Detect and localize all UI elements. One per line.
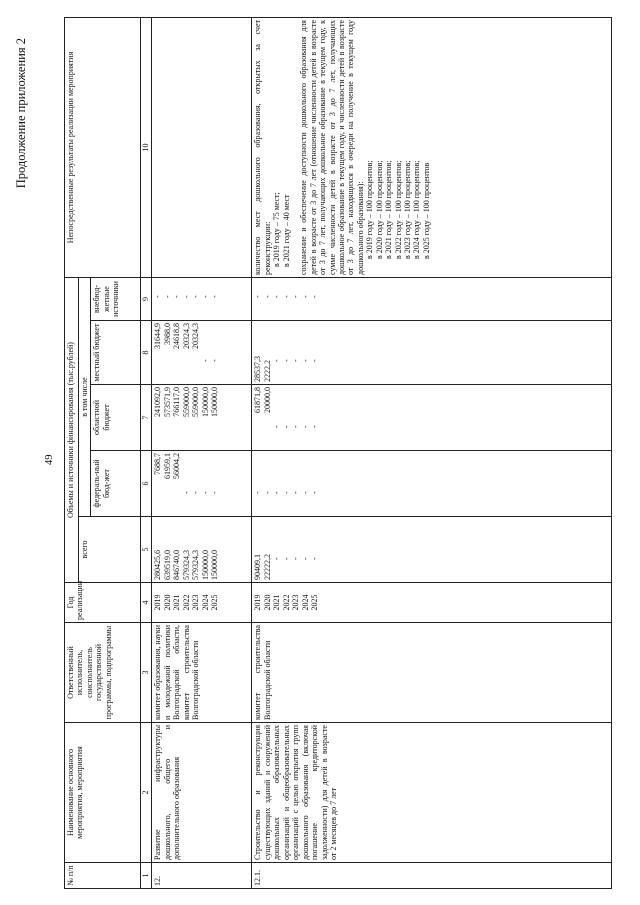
years-cell (252, 583, 612, 623)
years-cell (152, 583, 252, 623)
extra-value: - (310, 295, 320, 298)
results-line: в 2019 году – 75 мест; (272, 192, 282, 267)
year-value: 2025 (310, 594, 320, 611)
federal-value: 56004,2 (172, 453, 182, 479)
regional-value: - (310, 425, 320, 428)
federal-value: - (210, 491, 220, 494)
column-number: 6 (141, 451, 152, 517)
regional-value: 150000,0 (210, 387, 220, 417)
results-cell (252, 18, 612, 278)
regional-value: 241092,0 (153, 387, 163, 417)
regional-value: 766117,0 (172, 387, 182, 417)
results-line: в 2023 году – 100 процентов; (403, 160, 412, 259)
federal-cell (152, 451, 252, 517)
regional-value: 573571,9 (162, 387, 172, 417)
extra-value: - (281, 295, 291, 298)
year-value: 2024 (300, 594, 310, 611)
federal-value: - (253, 491, 263, 494)
financing-table (64, 17, 612, 889)
local-value: - (291, 359, 301, 362)
header-results: Непосредственные результаты реализации мероприятия (65, 18, 141, 278)
year-value: 2020 (262, 594, 272, 611)
executor: комитет образования, науки и молодежной политики Волгоградской области, комитет строительства Волгоградской области (152, 623, 252, 723)
header-executor: Ответственный исполнитель, соисполнитель государственной программы, подпрограммы (65, 623, 141, 723)
regional-cell (152, 385, 252, 451)
year-value: 2023 (291, 594, 301, 611)
year-value: 2024 (200, 594, 210, 611)
extra-cell (252, 278, 612, 321)
measure-name: Строительство и реконструкция существующих зданий и сооружений дошкольных образовательных организаций и общеобразовательных организаций с целью открытия групп дошкольного образования (включая погашение кредиторской задолженности) для детей в возрасте от 2 месяцев до 7 лет (252, 723, 612, 863)
federal-value: 61959,1 (162, 453, 172, 479)
page-number: 49 (44, 454, 55, 465)
year-value: 2022 (181, 594, 191, 611)
total-value: 22222,2 (262, 554, 272, 580)
extra-value: - (153, 295, 163, 298)
total-value: 150000,0 (210, 550, 220, 580)
regional-value: - (272, 425, 282, 428)
local-value: - (300, 359, 310, 362)
header-local: местный бюджет (91, 321, 141, 385)
extra-value: - (253, 295, 263, 298)
local-cell (152, 321, 252, 385)
extra-value: - (191, 295, 201, 298)
local-value: - (272, 359, 282, 362)
local-value: 20324,3 (181, 323, 191, 349)
regional-value: - (300, 425, 310, 428)
header-name: Наименование основного мероприятия, мероприятия (65, 723, 141, 863)
federal-value: - (272, 491, 282, 494)
federal-value: - (291, 491, 301, 494)
column-number: 4 (141, 583, 152, 623)
regional-value: 559000,0 (191, 387, 201, 417)
column-number: 10 (141, 18, 152, 278)
total-value: 846740,0 (172, 550, 182, 580)
header-federal: федераль-ный бюд-жет (91, 451, 141, 517)
results-cell (152, 18, 252, 278)
total-value: 90409,1 (253, 554, 263, 580)
page-header: Продолжение приложения 2 (14, 38, 28, 189)
header-year: Год реализации (65, 583, 141, 623)
total-cell (252, 517, 612, 583)
column-number: 8 (141, 321, 152, 385)
header-financing: Объемы и источники финансирования (тыс.рублей) (65, 278, 79, 583)
extra-value: - (272, 295, 282, 298)
local-value: 2222,2 (262, 360, 272, 382)
local-value: - (210, 359, 220, 362)
total-value: 150000,0 (200, 550, 210, 580)
year-value: 2025 (210, 594, 220, 611)
results-line: в 2021 году – 40 мест (281, 194, 291, 267)
extra-value: - (291, 295, 301, 298)
column-number: 3 (141, 623, 152, 723)
local-value: - (281, 359, 291, 362)
row-number: 12.1. (252, 863, 612, 889)
results-line: в 2024 году – 100 процентов; (412, 160, 422, 259)
federal-value: - (300, 491, 310, 494)
federal-value: - (191, 491, 201, 494)
federal-value: - (181, 491, 191, 494)
table-row (252, 18, 612, 889)
total-cell (152, 517, 252, 583)
year-value: 2019 (153, 594, 163, 611)
regional-value: 559000,0 (181, 387, 191, 417)
results-line: в 2021 году – 100 процентов; (384, 160, 394, 259)
total-value: - (300, 557, 310, 560)
header-extra: внебюд-жетные источники (91, 278, 141, 321)
extra-value: - (200, 295, 210, 298)
extra-value: - (162, 295, 172, 298)
total-value: - (291, 557, 301, 560)
column-number: 5 (141, 517, 152, 583)
column-number: 7 (141, 385, 152, 451)
row-number: 12. (152, 863, 252, 889)
year-value: 2023 (191, 594, 201, 611)
column-number: 9 (141, 278, 152, 321)
year-value: 2019 (253, 594, 263, 611)
results-line: в 2020 году – 100 процентов; (374, 160, 384, 259)
local-value: 24618,8 (172, 323, 182, 349)
header-regional: областной бюджет (91, 385, 141, 451)
regional-value: - (281, 425, 291, 428)
extra-value: - (210, 295, 220, 298)
column-numbers-row (141, 18, 152, 889)
extra-value: - (181, 295, 191, 298)
total-value: - (272, 557, 282, 560)
local-value: - (200, 359, 210, 362)
extra-value: - (262, 295, 272, 298)
total-value: 579324,3 (181, 550, 191, 580)
table-row (152, 18, 252, 889)
header-total: всего (79, 517, 141, 583)
results-paragraph: сохранение и обеспечение доступности дошкольного образования для детей в возрасте от 3 до 7 лет (отношение численности детей в возрасте от 3 до 7 лет, получающих дошкольное образование в текущем году, к сумме численности детей в возрасте от 3 до 7 лет, получающих дошкольное образование в текущем году, и численности детей в возрасте от 3 до 7 лет, находящихся в очереди на получение в текущем году дошкольного образования): (299, 20, 365, 275)
local-value: 3988,0 (162, 323, 172, 345)
year-value: 2022 (281, 594, 291, 611)
regional-value: - (291, 425, 301, 428)
year-value: 2021 (272, 594, 282, 611)
local-value: 28537,3 (253, 356, 263, 382)
federal-value: - (281, 491, 291, 494)
federal-value: - (200, 491, 210, 494)
federal-cell (252, 451, 612, 517)
regional-value: 61871,8 (253, 387, 263, 413)
local-value: 31644,9 (153, 323, 163, 349)
local-value: - (310, 359, 320, 362)
extra-value: - (300, 295, 310, 298)
year-value: 2021 (172, 594, 182, 611)
extra-value: - (172, 295, 182, 298)
regional-value: 20000,0 (262, 387, 272, 413)
header-in-that: в том числе (79, 278, 91, 517)
header-num: № п/п (65, 863, 141, 889)
extra-cell (152, 278, 252, 321)
column-number: 1 (141, 863, 152, 889)
total-value: 280425,6 (153, 550, 163, 580)
regional-cell (252, 385, 612, 451)
local-cell (252, 321, 612, 385)
results-paragraph: количество мест дошкольного образования, открытых за счет реконструкции: (253, 20, 272, 275)
results-line: в 2019 году – 100 процентов; (365, 160, 375, 259)
local-value: 20324,3 (191, 323, 201, 349)
federal-value: - (310, 491, 320, 494)
column-number: 2 (141, 723, 152, 863)
total-value: 639519,0 (162, 550, 172, 580)
federal-value: - (262, 491, 272, 494)
federal-value: 7688,7 (153, 453, 163, 475)
regional-value: 150000,0 (200, 387, 210, 417)
results-line: в 2025 году – 100 процентов (421, 162, 431, 259)
results-line: в 2022 году – 100 процентов; (393, 160, 403, 259)
total-value: - (310, 557, 320, 560)
total-value: - (281, 557, 291, 560)
measure-name: Развитие инфраструктуры дошкольного, общего и дополнительного образования (152, 723, 252, 863)
year-value: 2020 (162, 594, 172, 611)
total-value: 579324,3 (191, 550, 201, 580)
executor: комитет строительства Волгоградской области (252, 623, 612, 723)
